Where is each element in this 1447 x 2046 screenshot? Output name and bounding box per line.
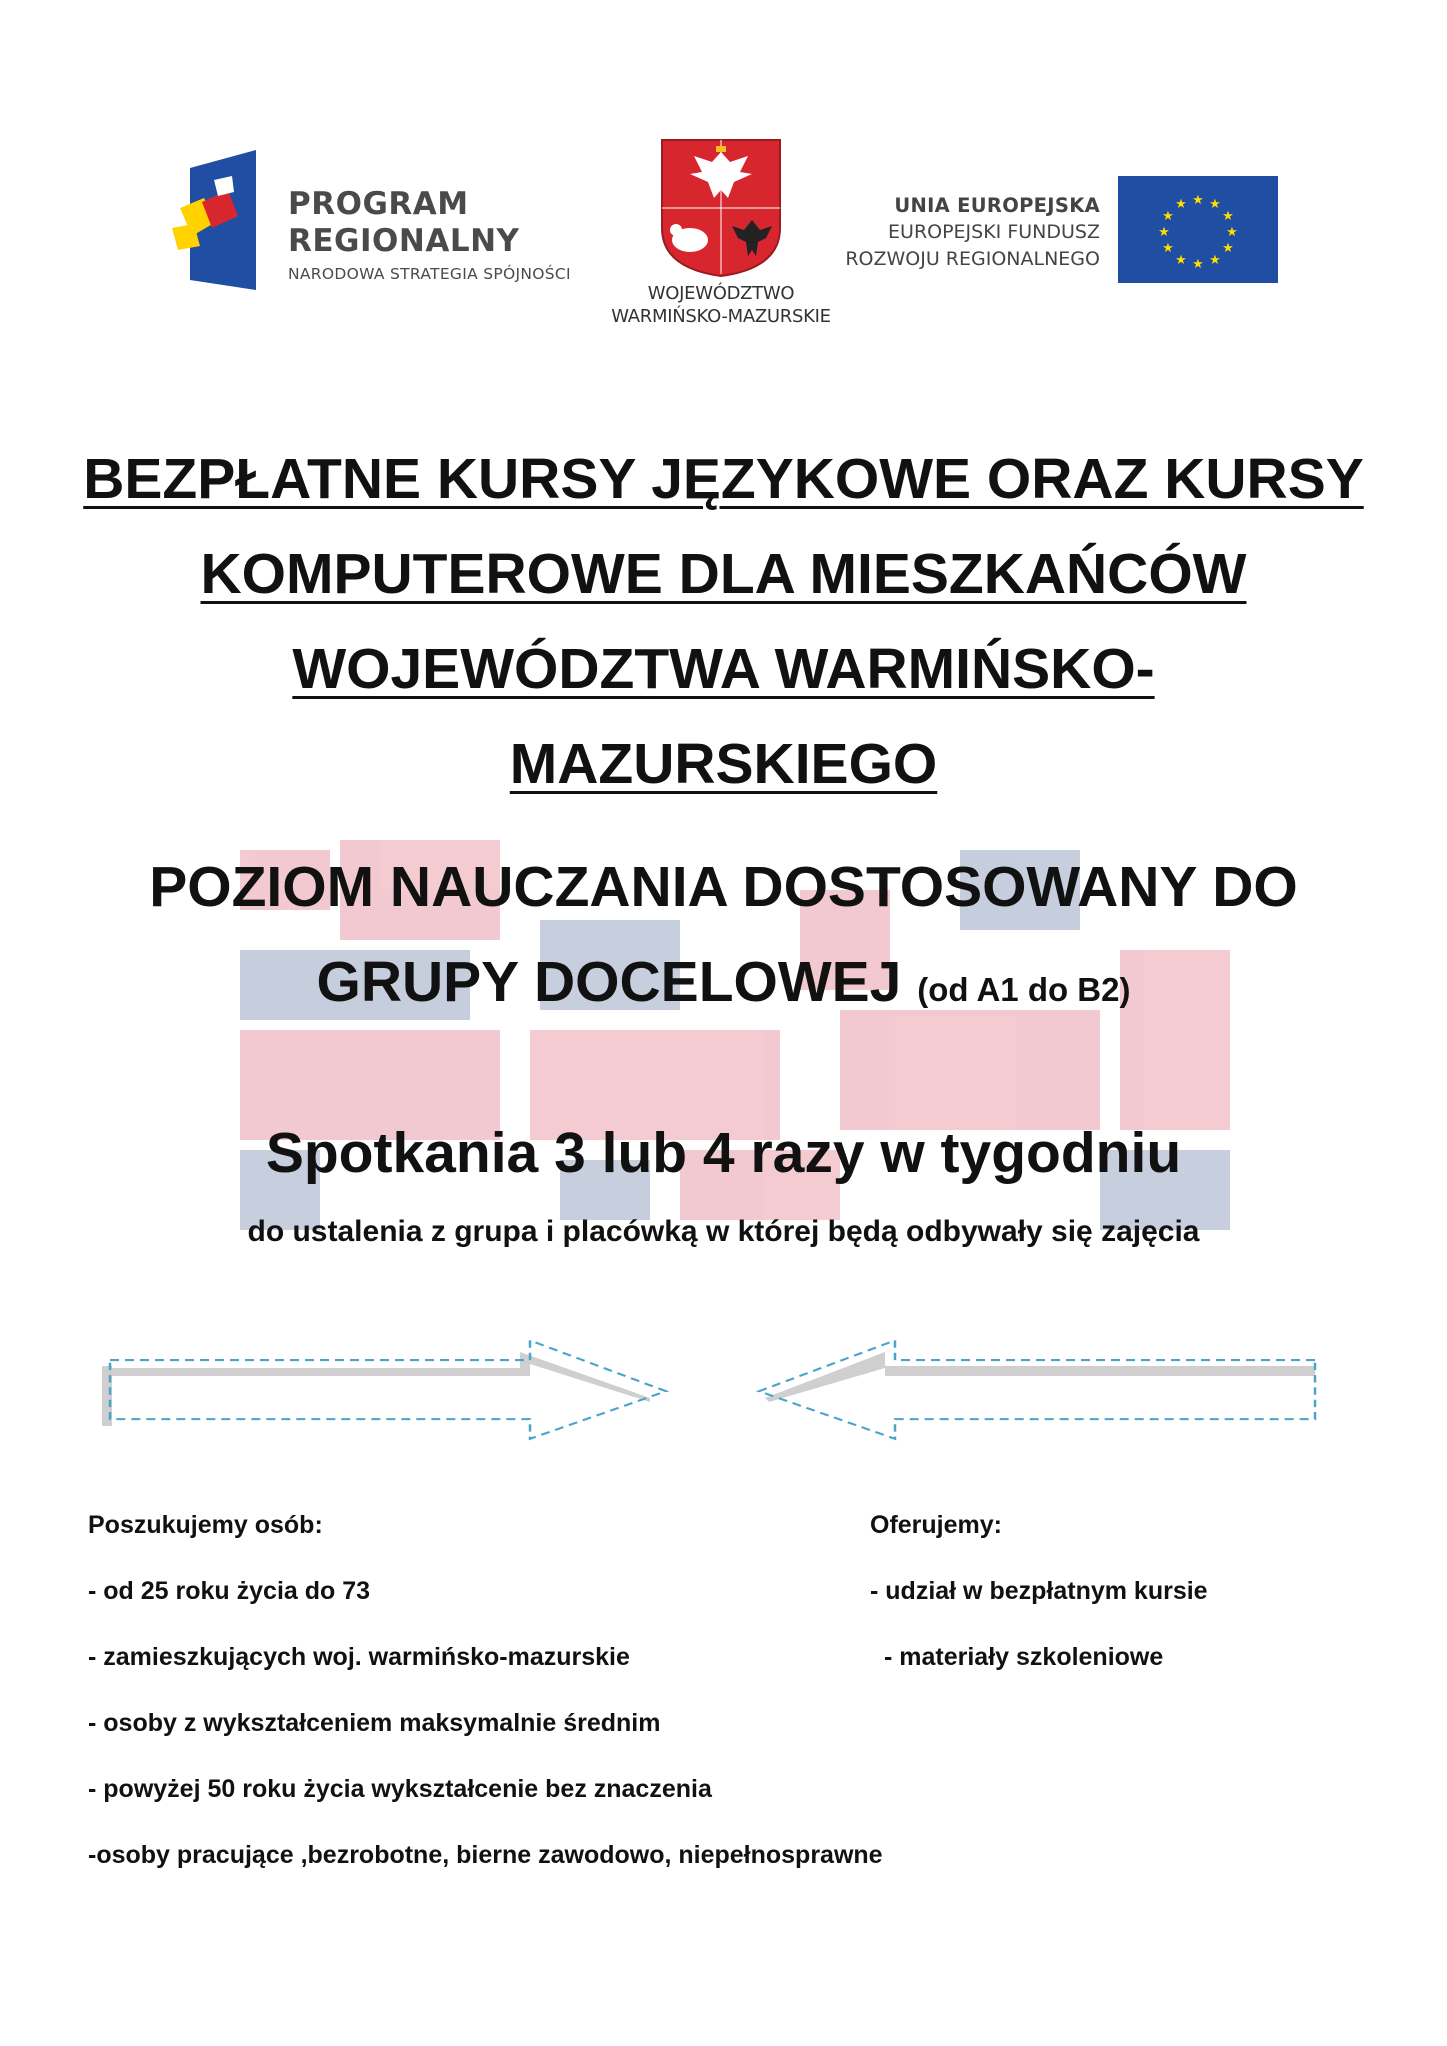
main-title-line1: BEZPŁATNE KURSY JĘZYKOWE ORAZ KURSY: [83, 447, 1364, 511]
svg-text:★: ★: [1209, 253, 1221, 268]
svg-text:★: ★: [1192, 193, 1204, 208]
svg-text:★: ★: [1158, 225, 1170, 240]
seeking-item: - osoby z wykształceniem maksymalnie średnim: [88, 1709, 661, 1737]
arrow-left-icon: [745, 1340, 1325, 1460]
main-title-line3: WOJEWÓDZTWA WARMIŃSKO-: [292, 637, 1155, 701]
level-line2: GRUPY DOCELOWEJ: [316, 950, 902, 1014]
svg-text:★: ★: [1222, 209, 1234, 224]
seeking-heading: Poszukujemy osób:: [88, 1511, 323, 1539]
meetings-headline: Spotkania 3 lub 4 razy w tygodniu: [265, 1121, 1182, 1185]
offering-heading: Oferujemy:: [870, 1511, 1002, 1539]
seeking-list: [88, 1492, 988, 1888]
program-regionalny-subtitle: NARODOWA STRATEGIA SPÓJNOŚCI: [288, 265, 571, 283]
offering-item: - materiały szkoleniowe: [884, 1643, 1164, 1671]
voivodeship-line2: WARMIŃSKO-MAZURSKIE: [611, 306, 831, 327]
eu-line2: EUROPEJSKI FUNDUSZ: [888, 221, 1100, 243]
program-regionalny-logo: [288, 186, 571, 283]
main-title: [80, 432, 1367, 812]
offering-item: - udział w bezpłatnym kursie: [870, 1577, 1208, 1605]
level-line1: POZIOM NAUCZANIA DOSTOSOWANY DO: [149, 855, 1298, 919]
seeking-item: -osoby pracujące ,bezrobotne, bierne zawodowo, niepełnosprawne: [88, 1841, 883, 1869]
eu-line3: ROZWOJU REGIONALNEGO: [845, 248, 1100, 270]
eu-line1: UNIA EUROPEJSKA: [894, 194, 1100, 217]
program-regionalny-line2: REGIONALNY: [288, 223, 520, 259]
voivodeship-line1: WOJEWÓDZTWO: [647, 283, 795, 304]
meetings-subline: do ustalenia z grupa i placówką w której będą odbywały się zajęcia: [247, 1215, 1200, 1248]
program-regionalny-line1: PROGRAM: [288, 186, 469, 222]
arrow-right-icon: [100, 1340, 670, 1460]
svg-text:★: ★: [1175, 253, 1187, 268]
svg-text:★: ★: [1162, 209, 1174, 224]
svg-text:★: ★: [1175, 197, 1187, 212]
seeking-item: - zamieszkujących woj. warmińsko-mazurskie: [88, 1643, 630, 1671]
svg-text:★: ★: [1222, 241, 1234, 256]
level-heading: [60, 840, 1387, 1037]
seeking-item: - od 25 roku życia do 73: [88, 1577, 371, 1605]
voivodeship-caption: [575, 282, 867, 328]
eu-logo-text: [760, 192, 1100, 273]
svg-text:★: ★: [1209, 197, 1221, 212]
program-regionalny-logo-icon: [172, 150, 256, 290]
eu-flag-icon: [1118, 176, 1278, 283]
svg-text:★: ★: [1162, 241, 1174, 256]
seeking-item: - powyżej 50 roku życia wykształcenie bez znaczenia: [88, 1775, 712, 1803]
offering-list: [870, 1492, 1350, 1690]
level-note: (od A1 do B2): [917, 971, 1131, 1008]
main-title-line4: MAZURSKIEGO: [509, 732, 938, 796]
svg-text:★: ★: [1192, 257, 1204, 272]
main-title-line2: KOMPUTEROWE DLA MIESZKAŃCÓW: [200, 542, 1247, 606]
svg-text:★: ★: [1226, 225, 1238, 240]
